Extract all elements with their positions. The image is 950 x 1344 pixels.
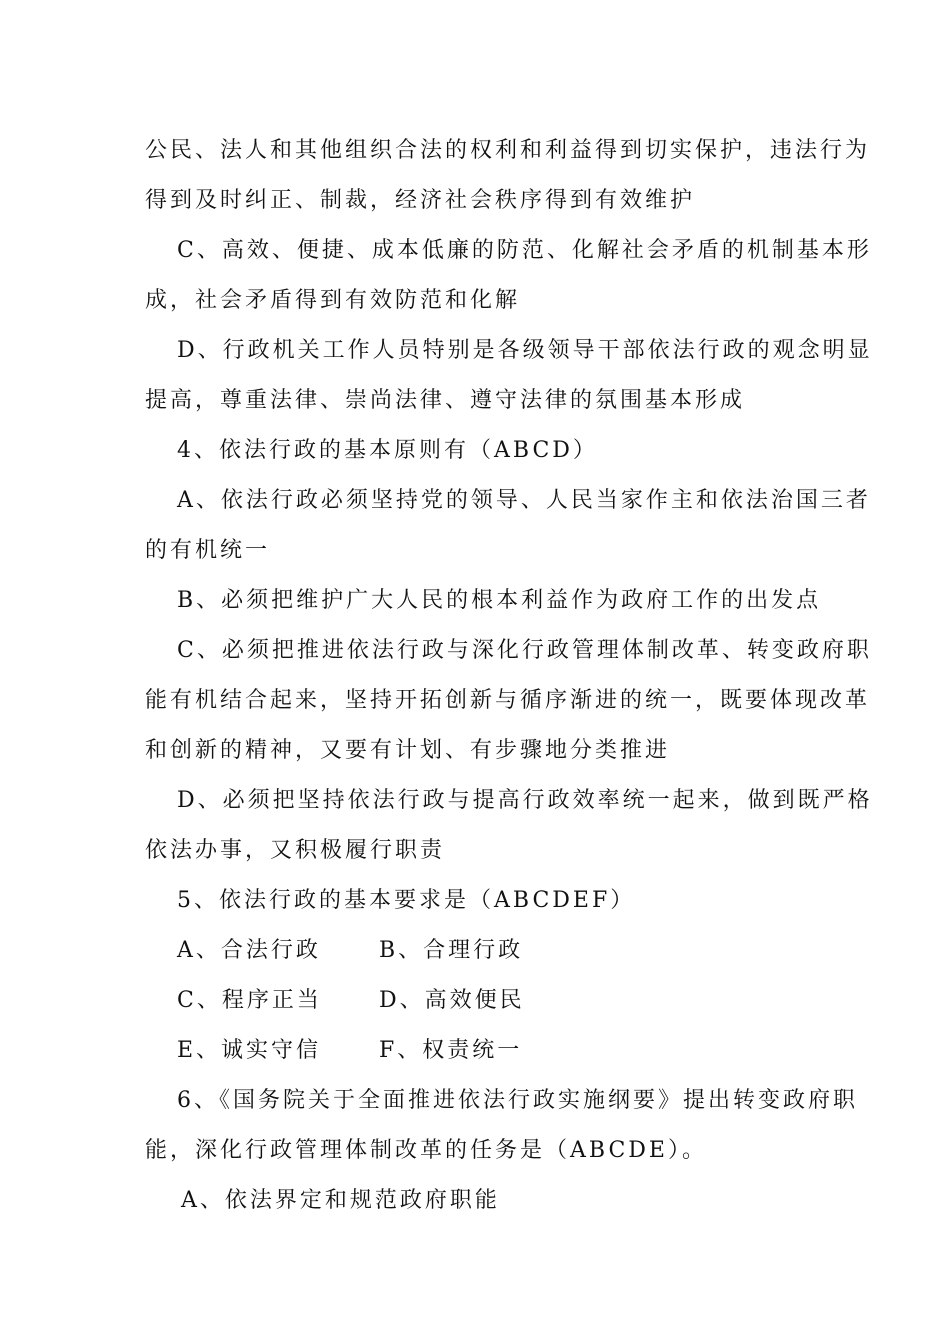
text-line: C、高效、便捷、成本低廉的防范、化解社会矛盾的机制基本形 bbox=[177, 238, 872, 263]
text-line: C、必须把推进依法行政与深化行政管理体制改革、转变政府职 bbox=[177, 638, 872, 663]
question-heading: 5、依法行政的基本要求是（ABCDEF） bbox=[177, 888, 636, 913]
text-line: 的有机统一 bbox=[145, 538, 271, 563]
text-line: D、必须把坚持依法行政与提高行政效率统一起来，做到既严格 bbox=[177, 788, 873, 813]
option-d: D、高效便民 bbox=[379, 988, 525, 1013]
text-line: A、依法行政必须坚持党的领导、人民当家作主和依法治国三者 bbox=[177, 488, 871, 513]
option-b: B、合理行政 bbox=[379, 938, 524, 963]
text-line: 成，社会矛盾得到有效防范和化解 bbox=[145, 288, 521, 313]
option-c: C、程序正当 bbox=[177, 988, 322, 1013]
option-row bbox=[177, 1036, 847, 1066]
option-a: A、合法行政 bbox=[177, 938, 321, 963]
text-line: 能，深化行政管理体制改革的任务是（ABCDE）。 bbox=[145, 1138, 707, 1163]
option-row bbox=[177, 986, 847, 1016]
question-heading: 6、《国务院关于全面推进依法行政实施纲要》提出转变政府职 bbox=[177, 1088, 858, 1113]
text-line: A、依法界定和规范政府职能 bbox=[181, 1188, 500, 1213]
text-line: B、必须把维护广大人民的根本利益作为政府工作的出发点 bbox=[177, 588, 822, 613]
text-line: 得到及时纠正、制裁，经济社会秩序得到有效维护 bbox=[145, 188, 696, 213]
text-line: 依法办事，又积极履行职责 bbox=[145, 838, 446, 863]
text-line: 公民、法人和其他组织合法的权利和利益得到切实保护，违法行为 bbox=[145, 138, 871, 163]
option-row bbox=[177, 936, 847, 966]
question-heading: 4、依法行政的基本原则有（ABCD） bbox=[177, 438, 598, 463]
text-line: 和创新的精神，又要有计划、有步骤地分类推进 bbox=[145, 738, 671, 763]
text-line: 提高，尊重法律、崇尚法律、遵守法律的氛围基本形成 bbox=[145, 388, 746, 413]
text-line: D、行政机关工作人员特别是各级领导干部依法行政的观念明显 bbox=[177, 338, 873, 363]
text-line: 能有机结合起来，坚持开拓创新与循序渐进的统一，既要体现改革 bbox=[145, 688, 871, 713]
option-e: E、诚实守信 bbox=[177, 1038, 322, 1063]
option-f: F、权责统一 bbox=[379, 1038, 523, 1063]
